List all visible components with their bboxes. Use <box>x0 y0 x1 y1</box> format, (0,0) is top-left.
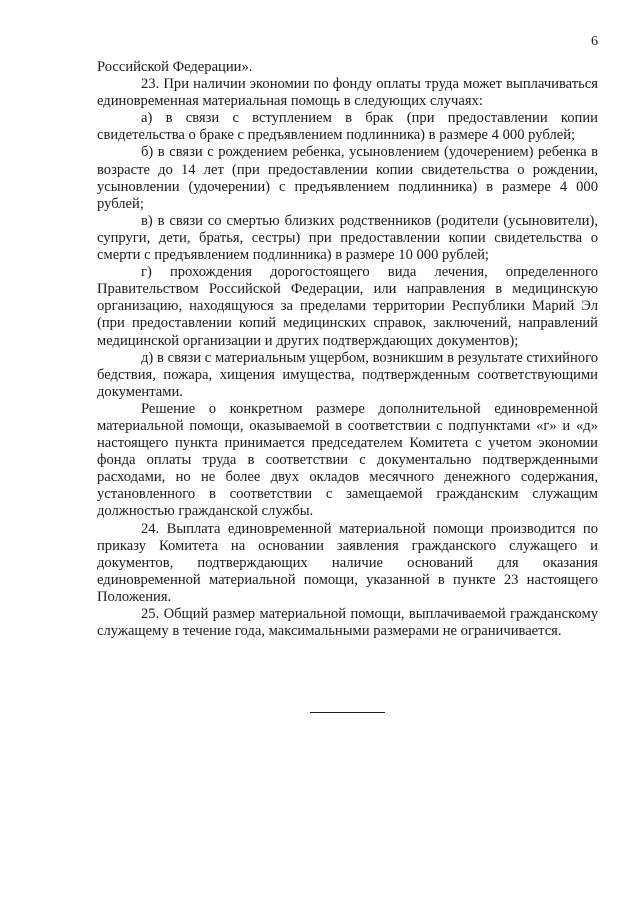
paragraph-item-25: 25. Общий размер материальной помощи, выплачиваемой гражданскому служащему в течение года, максимальными размерами не ограничивается. <box>97 606 598 640</box>
document-body <box>97 59 598 640</box>
paragraph-decision: Решение о конкретном размере дополнительной единовременной материальной помощи, оказываемой в соответствии с подпунктами «г» и «д» настоящего пункта принимается председателем Комитета с учетом экономии фонда оплаты труда в соответствии с документально подтвержденными расходами, но не более двух окладов месячного денежного содержания, установленного в соответствии с замещаемой гражданским служащим должностью гражданской службы. <box>97 400 598 520</box>
paragraph-subitem-g: г) прохождения дорогостоящего вида лечения, определенного Правительством Российской Федерации, или направления в медицинскую организацию, находящуюся за пределами территории Республики Марий Эл (при предоставлении копий медицинских справок, заключений, направлений медицинской организации и других подтверждающих документов); <box>97 264 598 349</box>
paragraph-continuation: Российской Федерации». <box>97 59 253 75</box>
paragraph-subitem-b: б) в связи с рождением ребенка, усыновлением (удочерением) ребенка в возрасте до 14 лет (при предоставлении копии свидетельства о рождении, усыновлении (удочерении) с предъявлением подлинника) в размере 4 000 рублей; <box>97 144 598 212</box>
paragraph-subitem-v: в) в связи со смертью близких родственников (родители (усыновители), супруги, дети, братья, сестры) при предоставлении копии свидетельства о смерти с предъявлением подлинника) в размере 10 000 рублей; <box>97 212 598 264</box>
paragraph-item-24: 24. Выплата единовременной материальной помощи производится по приказу Комитета на основании заявления гражданского служащего и документов, подтверждающих наличие оснований для оказания единовременной материальной помощи, указанной в пункте 23 настоящего Положения. <box>97 520 598 605</box>
end-separator-line <box>310 712 385 713</box>
page-number: 6 <box>591 34 598 49</box>
paragraph-subitem-d: д) в связи с материальным ущербом, возникшим в результате стихийного бедствия, пожара, хищения имущества, подтвержденным соответствующими документами. <box>97 349 598 400</box>
paragraph-item-23: 23. При наличии экономии по фонду оплаты труда может выплачиваться единовременная материальная помощь в следующих случаях: <box>97 76 598 110</box>
paragraph-subitem-a: а) в связи с вступлением в брак (при предоставлении копии свидетельства о браке с предъявлением подлинника) в размере 4 000 рублей; <box>97 110 598 144</box>
